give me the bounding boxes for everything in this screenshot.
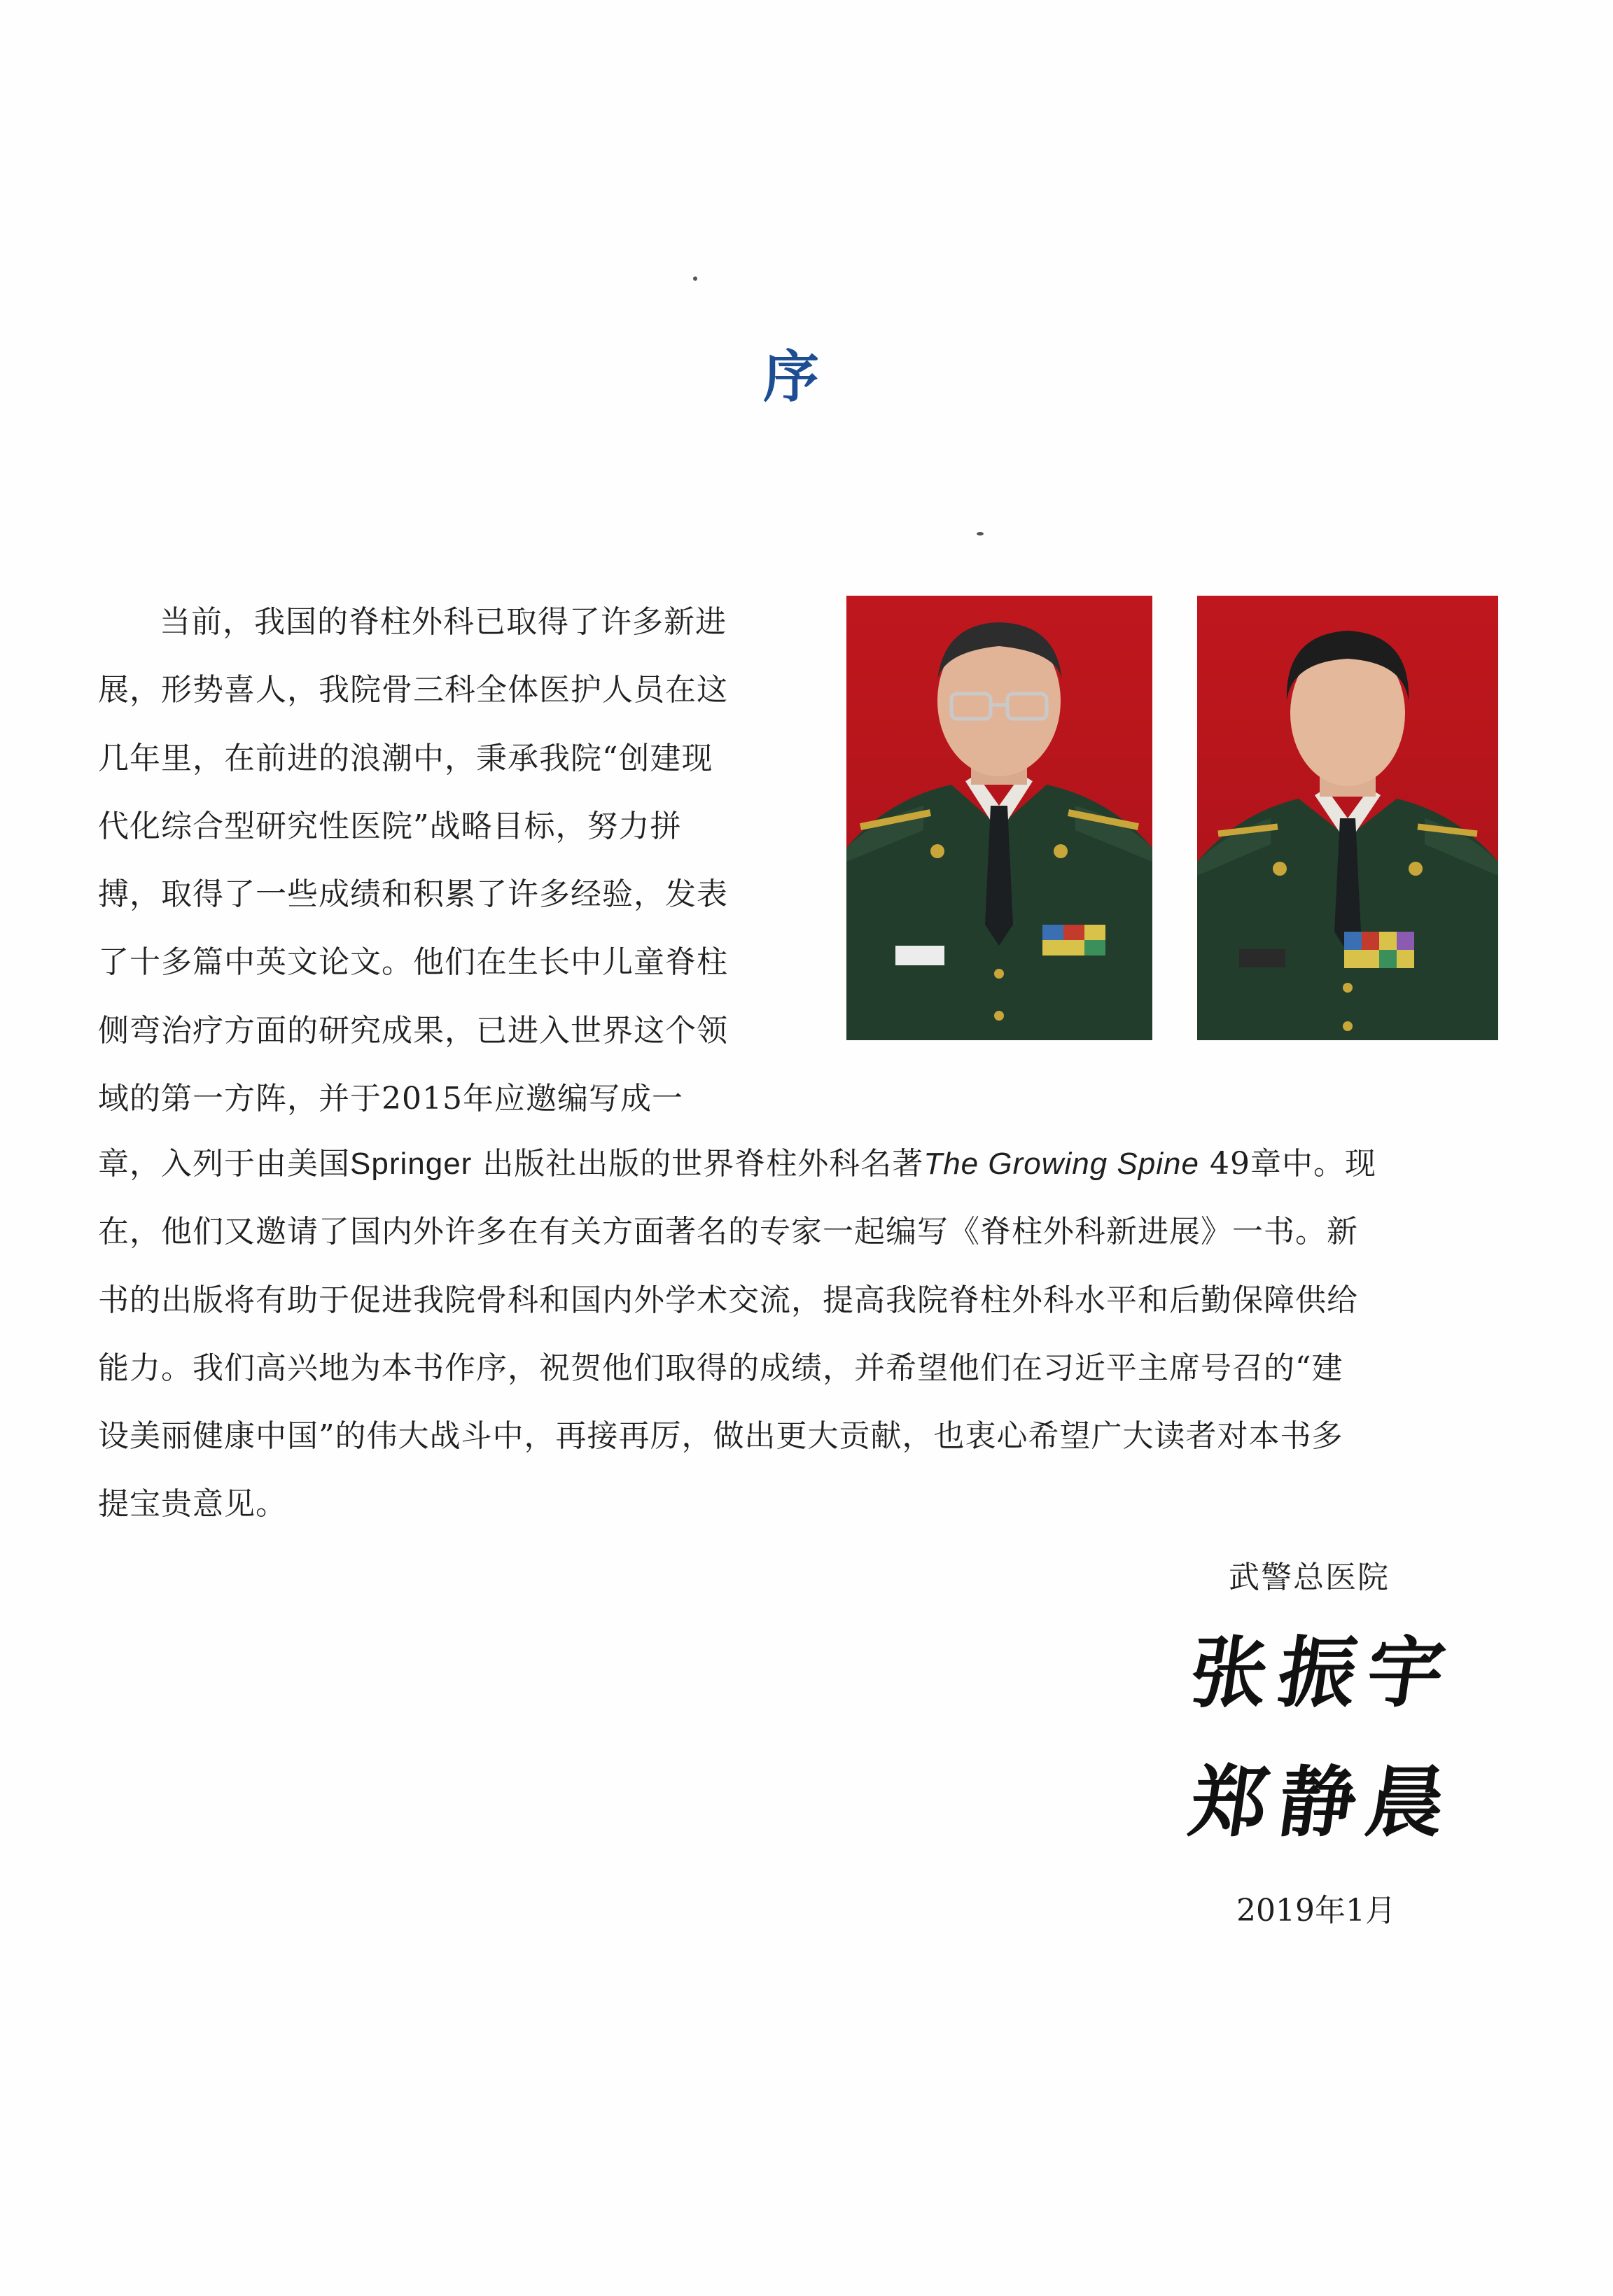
text-line: 域的第一方阵，并于2015年应邀编写成一 <box>98 1081 683 1117</box>
signature-1: 张振宇 <box>1185 1628 1462 1718</box>
page-title: 序 <box>763 344 819 410</box>
book-title-en: The Growing Spine <box>923 1147 1199 1181</box>
preface-paragraph-full <box>98 1130 1498 1539</box>
preface-paragraph-wrapped <box>98 588 798 1133</box>
text-line: 搏，取得了一些成绩和积累了许多经验，发表 <box>98 876 728 913</box>
text-line: 展，形势喜人，我院骨三科全体医护人员在这 <box>98 672 728 708</box>
portrait-photo-left <box>846 596 1152 1040</box>
portrait-illustration <box>846 596 1152 1040</box>
publisher-name: Springer <box>350 1147 473 1181</box>
signature-2: 郑静晨 <box>1185 1757 1462 1847</box>
text-line: 侧弯治疗方面的研究成果，已进入世界这个领 <box>98 1012 728 1049</box>
portrait-photo-right <box>1197 596 1498 1040</box>
text-line: 代化综合型研究性医院”战略目标，努力拼 <box>98 808 682 844</box>
text-line: 了十多篇中英文论文。他们在生长中儿童脊柱 <box>98 944 728 981</box>
text-fragment: 出版社出版的世界脊柱外科名著 <box>482 1146 924 1182</box>
text-line <box>98 1130 1498 1198</box>
scan-speck <box>977 532 984 536</box>
text-line: 当前，我国的脊柱外科已取得了许多新进 <box>160 604 727 640</box>
signature-date: 2019年1月 <box>1236 1893 1396 1928</box>
text-line: 书的出版将有助于促进我院骨科和国内外学术交流，提高我院脊柱外科水平和后勤保障供给 <box>98 1282 1358 1318</box>
text-line: 提宝贵意见。 <box>98 1486 287 1522</box>
text-line: 能力。我们高兴地为本书作序，祝贺他们取得的成绩，并希望他们在习近平主席号召的“建 <box>98 1350 1343 1386</box>
text-fragment: 章，入列于由美国 <box>98 1146 350 1182</box>
organization-name: 武警总医院 <box>1229 1560 1390 1595</box>
text-line: 几年里，在前进的浪潮中，秉承我院“创建现 <box>98 740 713 776</box>
text-line: 设美丽健康中国”的伟大战斗中，再接再厉，做出更大贡献，也衷心希望广大读者对本书多 <box>98 1418 1343 1455</box>
text-fragment: 49章中。现 <box>1209 1146 1376 1182</box>
scan-speck <box>693 276 697 281</box>
portrait-illustration <box>1197 596 1498 1040</box>
text-line: 在，他们又邀请了国内外许多在有关方面著名的专家一起编写《脊柱外科新进展》一书。新 <box>98 1214 1358 1250</box>
